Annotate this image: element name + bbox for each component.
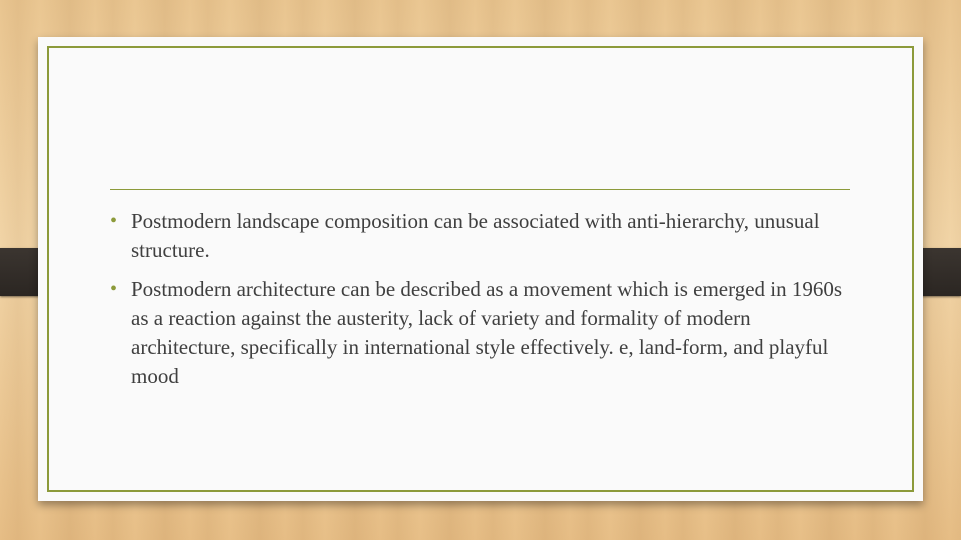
title-divider [110,189,850,190]
bullet-text: Postmodern architecture can be described as a movement which is emerged in 1960s as a reaction against the austerity, lack of variety and formality of modern architecture, specifically in international style effectively. e, land-form, and playful mood [131,277,843,388]
bullet-item [110,207,850,265]
bullet-list [110,207,850,401]
bullet-text: Postmodern landscape composition can be associated with anti-hierarchy, unusual structure. [131,209,820,262]
slide-paper [38,37,923,501]
bullet-dot-icon: • [110,278,118,300]
bullet-item [110,275,850,391]
bullet-dot-icon: • [110,210,118,232]
